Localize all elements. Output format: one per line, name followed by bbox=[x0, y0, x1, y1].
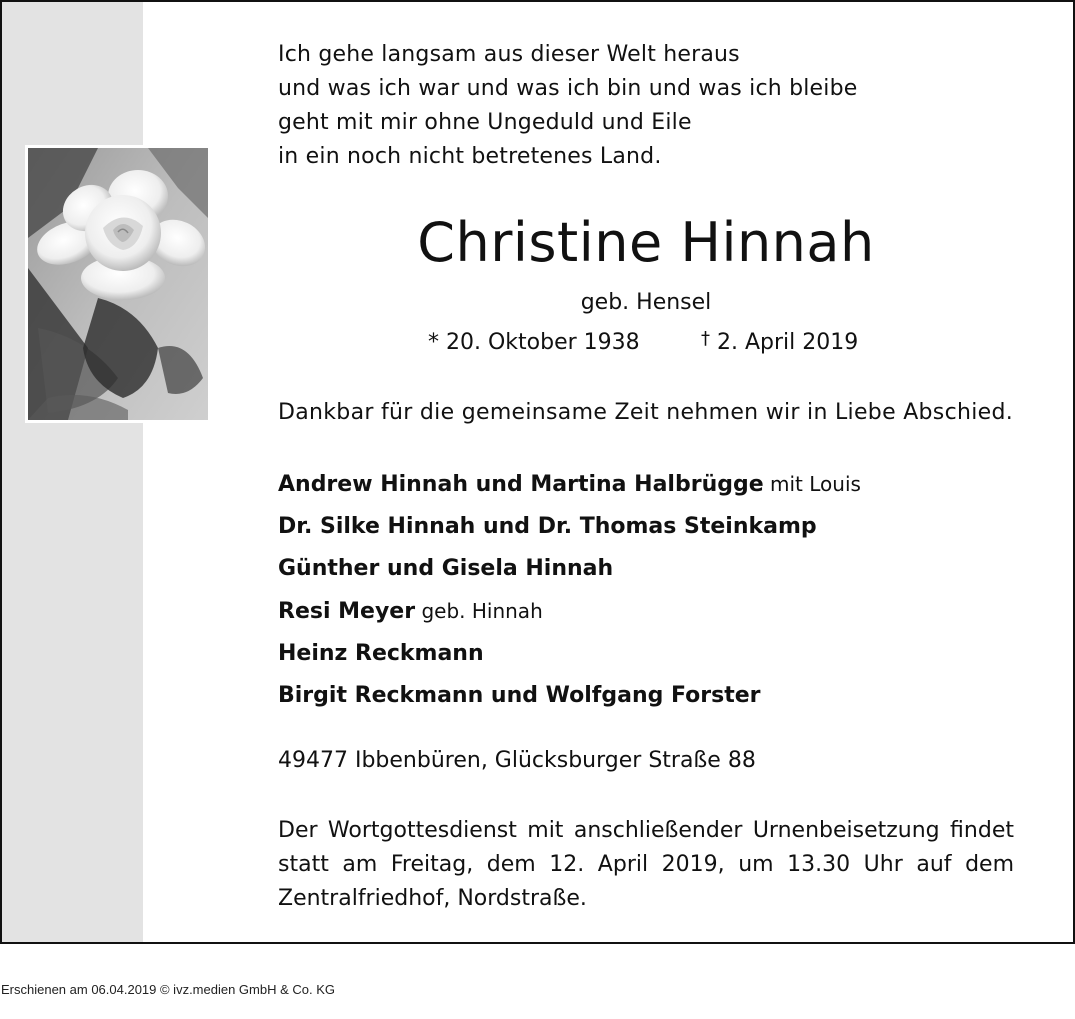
deceased-name: Christine Hinnah bbox=[417, 211, 875, 274]
rose-photo-frame bbox=[25, 145, 211, 423]
dagger-icon: † bbox=[701, 328, 710, 349]
publication-footer: Erschienen am 06.04.2019 © ivz.medien GmbH & Co. KG bbox=[1, 982, 336, 997]
mourner-name: Dr. Silke Hinnah und Dr. Thomas Steinkamp bbox=[278, 514, 817, 539]
mourner bbox=[278, 633, 1014, 675]
mourner-name: Heinz Reckmann bbox=[278, 641, 484, 666]
death-date: 2. April 2019 bbox=[717, 330, 859, 355]
mourners-list bbox=[278, 463, 1014, 717]
death-date-group bbox=[701, 328, 858, 359]
left-gray-band bbox=[2, 2, 143, 942]
mourner bbox=[278, 548, 1014, 590]
mourner bbox=[278, 590, 1014, 633]
notice-content bbox=[278, 2, 1014, 942]
mourner-name: Günther und Gisela Hinnah bbox=[278, 556, 614, 581]
poem-line: geht mit mir ohne Ungeduld und Eile bbox=[278, 110, 692, 135]
rose-photo bbox=[28, 148, 208, 420]
poem-line: Ich gehe langsam aus dieser Welt heraus bbox=[278, 42, 740, 67]
gratitude-line: Dankbar für die gemeinsame Zeit nehmen wir in Liebe Abschied. bbox=[278, 400, 1014, 425]
poem-line: in ein noch nicht betretenes Land. bbox=[278, 144, 662, 169]
maiden-name: geb. Hensel bbox=[580, 290, 712, 315]
mourner bbox=[278, 675, 1014, 717]
mourner bbox=[278, 463, 1014, 506]
poem-line: und was ich war und was ich bin und was ich bleibe bbox=[278, 76, 858, 101]
address: 49477 Ibbenbüren, Glücksburger Straße 88 bbox=[278, 748, 756, 773]
mourner bbox=[278, 506, 1014, 548]
birth-date: * 20. Oktober 1938 bbox=[428, 330, 640, 355]
mourner-name: Andrew Hinnah und Martina Halbrügge bbox=[278, 472, 764, 497]
poem bbox=[278, 38, 1014, 174]
mourner-suffix: geb. Hinnah bbox=[415, 599, 543, 623]
service-info: Der Wortgottesdienst mit anschließender Urnenbeisetzung findet statt am Freitag, dem 12. April 2019, um 13.30 Uhr auf dem Zentralfriedhof, Nordstraße. bbox=[278, 818, 1014, 911]
mourner-name: Resi Meyer bbox=[278, 599, 416, 624]
mourner-name: Birgit Reckmann und Wolfgang Forster bbox=[278, 683, 761, 708]
mourner-suffix: mit Louis bbox=[763, 472, 861, 496]
